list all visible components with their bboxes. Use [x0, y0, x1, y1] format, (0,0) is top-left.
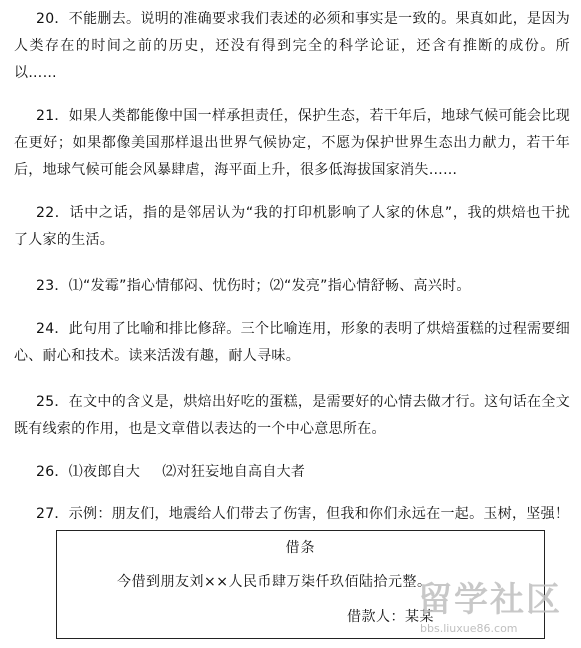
answer-20: 20．不能删去。说明的准确要求我们表述的必须和事实是一致的。果真如此，是因为人类存在的时间之前的历史，还没有得到完全的科学论证，还含有推断的成份。所以……	[14, 11, 570, 81]
iou-note-title: 借条	[285, 540, 316, 556]
answer-24: 24．此句用了比喻和排比修辞。三个比喻连用，形象的表明了烘焙蛋糕的过程需要细心、耐心和技术。读来活泼有趣，耐人寻味。	[14, 321, 570, 364]
answer-27: 27．示例：朋友们，地震给人们带去了伤害，但我和你们永远在一起。玉树，坚强！	[36, 506, 570, 522]
answer-26-part2: ⑵对狂妄地自高自大者	[162, 464, 306, 480]
iou-note-body: 今借到朋友刘××人民币肆万柒仟玖佰陆拾元整。	[117, 574, 432, 590]
answer-26-part1: 26．⑴夜郎自大	[36, 464, 141, 480]
answer-23: 23．⑴“发霉”指心情郁闷、忧伤时；⑵“发亮”指心情舒畅、高兴时。	[36, 278, 471, 294]
answer-21: 21．如果人类都能像中国一样承担责任，保护生态，若干年后，地球气候可能会比现在更好；如果都像美国那样退出世界气候协定，不愿为保护世界生态出力献力，若干年后，地球气候可能会风暴肆虐，海平面上升，很多低海拔国家消失……	[14, 108, 570, 178]
iou-note-signature: 借款人：某某	[347, 609, 434, 625]
watermark-url: bbs.liuxue86.com	[420, 622, 518, 635]
watermark-logo-text: 留学社区	[418, 580, 562, 620]
answer-26	[14, 459, 570, 486]
answer-25: 25．在文中的含义是，烘焙出好吃的蛋糕，是需要好的心情去做才行。这句话在全文既有线索的作用，也是文章借以表达的一个中心意思所在。	[14, 394, 570, 437]
site-watermark	[418, 572, 578, 644]
answer-22: 22．话中之话，指的是邻居认为“我的打印机影响了人家的休息”，我的烘焙也干扰了人家的生活。	[14, 205, 570, 248]
